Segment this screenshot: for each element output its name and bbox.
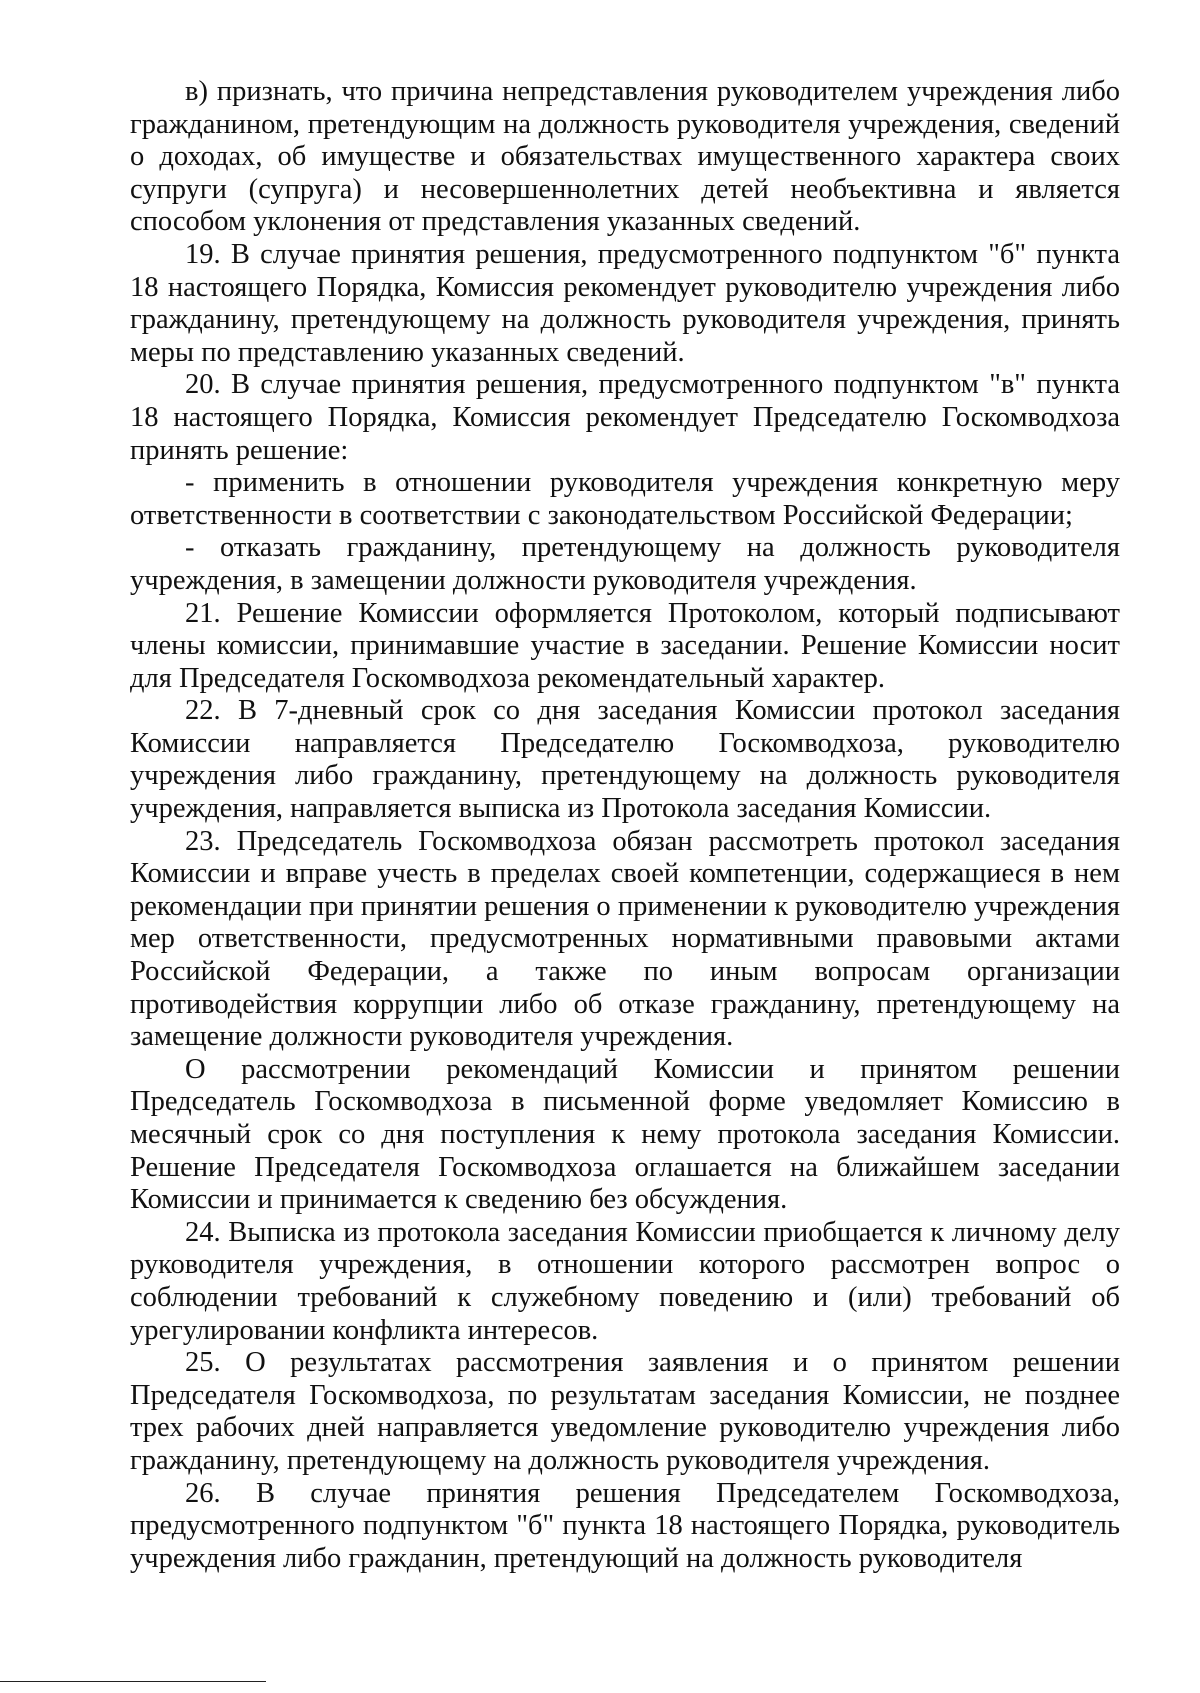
paragraph-20: 20. В случае принятия решения, предусмотренного подпунктом "в" пункта 18 настоящего Порядка, Комиссия рекомендует Председателю Госкомводхоза принять решение: — [130, 369, 1120, 466]
paragraph-23-continued: О рассмотрении рекомендаций Комиссии и принятом решении Председатель Госкомводхоза в письменной форме уведомляет Комиссию в месячный срок со дня поступления к нему протокола заседания Комиссии. Решение Председателя Госкомводхоза оглашается на ближайшем заседании Комиссии и принимается к сведению без обсуждения. — [130, 1053, 1120, 1216]
paragraph-21: 21. Решение Комиссии оформляется Протоколом, который подписывают члены комиссии, принимавшие участие в заседании. Решение Комиссии носит для Председателя Госкомводхоза рекомендательный характер. — [130, 597, 1120, 694]
paragraph-24: 24. Выписка из протокола заседания Комиссии приобщается к личному делу руководителя учреждения, в отношении которого рассмотрен вопрос о соблюдении требований к служебному поведению и (или) требований об урегулировании конфликта интересов. — [130, 1216, 1120, 1346]
paragraph-26: 26. В случае принятия решения Председателем Госкомводхоза, предусмотренного подпунктом "б" пункта 18 настоящего Порядка, руководитель учреждения либо гражданин, претендующий на должность руководителя — [130, 1477, 1120, 1574]
paragraph-20-item-refuse: - отказать гражданину, претендующему на должность руководителя учреждения, в замещении должности руководителя учреждения. — [130, 532, 1120, 596]
paragraph-19: 19. В случае принятия решения, предусмотренного подпунктом "б" пункта 18 настоящего Порядка, Комиссия рекомендует руководителю учреждения либо гражданину, претендующему на должность руководителя учреждения, принять меры по представлению указанных сведений. — [130, 238, 1120, 368]
paragraph-20-item-apply: - применить в отношении руководителя учреждения конкретную меру ответственности в соответствии с законодательством Российской Федерации; — [130, 467, 1120, 531]
footer-rule-thin — [168, 1681, 266, 1682]
document-page — [130, 76, 1120, 1575]
paragraph-23: 23. Председатель Госкомводхоза обязан рассмотреть протокол заседания Комиссии и вправе учесть в пределах своей компетенции, содержащиеся в нем рекомендации при принятии решения о применении к руководителю учреждения мер ответственности, предусмотренных нормативными правовыми актами Российской Федерации, а также по иным вопросам организации противодействия коррупции либо об отказе гражданину, претендующему на замещение должности руководителя учреждения. — [130, 825, 1120, 1053]
paragraph-18-v: в) признать, что причина непредставления руководителем учреждения либо гражданином, претендующим на должность руководителя учреждения, сведений о доходах, об имуществе и обязательствах имущественного характера своих супруги (супруга) и несовершеннолетних детей необъективна и является способом уклонения от представления указанных сведений. — [130, 76, 1120, 238]
paragraph-25: 25. О результатах рассмотрения заявления и о принятом решении Председателя Госкомводхоза, по результатам заседания Комиссии, не позднее трех рабочих дней направляется уведомление руководителю учреждения либо гражданину, претендующему на должность руководителя учреждения. — [130, 1347, 1120, 1476]
footer-rule — [0, 1681, 168, 1682]
paragraph-22: 22. В 7-дневный срок со дня заседания Комиссии протокол заседания Комиссии направляется Председателю Госкомводхоза, руководителю учреждения либо гражданину, претендующему на должность руководителя учреждения, направляется выписка из Протокола заседания Комиссии. — [130, 695, 1120, 825]
